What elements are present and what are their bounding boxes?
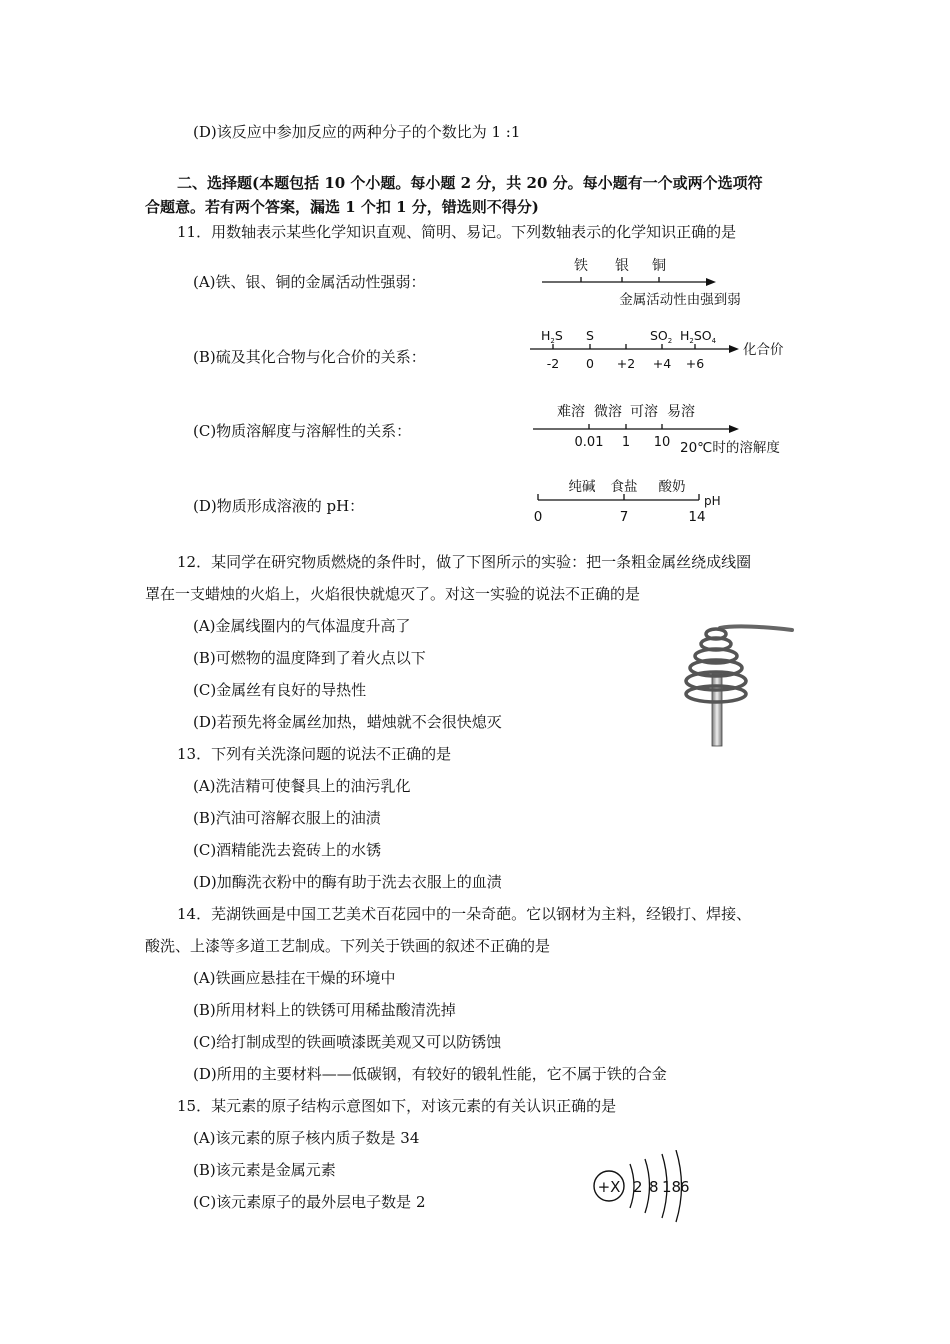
q12-stem-line2: 罩在一支蜡烛的火焰上，火焰很快就熄灭了。对这一实验的说法不正确的是 xyxy=(145,585,641,603)
axis-d-label: 纯碱 xyxy=(568,479,596,495)
axis-b-value: +6 xyxy=(685,356,705,371)
axis-d-caption: pH xyxy=(704,494,721,508)
shell-electrons: 8 xyxy=(649,1178,659,1196)
coil-candle-illustration xyxy=(680,612,800,752)
q15-option-b: (B)该元素是金属元素 xyxy=(193,1161,336,1179)
axis-c-label: 易溶 xyxy=(667,404,695,420)
axis-b-caption: 化合价 xyxy=(743,342,784,358)
shell-electrons: 2 xyxy=(633,1178,643,1196)
axis-b-arrow-icon xyxy=(729,345,739,353)
axis-b-value: -2 xyxy=(546,356,560,371)
section2-heading-line2: 合题意。若有两个答案，漏选 1 个扣 1 分，错选则不得分) xyxy=(145,198,539,216)
axis-c-arrow-icon xyxy=(729,425,739,433)
q14-stem-line1: 14．芜湖铁画是中国工艺美术百花园中的一朵奇葩。它以钢材为主料，经锻打、焊接、 xyxy=(177,905,752,923)
q15-option-c: (C)该元素原子的最外层电子数是 2 xyxy=(193,1193,426,1211)
axis-b-s: S xyxy=(586,328,594,343)
axis-c-value: 10 xyxy=(653,435,671,450)
q13-option-b: (B)汽油可溶解衣服上的油渍 xyxy=(193,809,381,827)
axis-c-value: 1 xyxy=(621,435,631,450)
axis-d-label: 食盐 xyxy=(610,479,638,495)
q14-option-c: (C)给打制成型的铁画喷漆既美观又可以防锈蚀 xyxy=(193,1033,502,1051)
axis-c-label: 难溶 xyxy=(557,404,585,420)
q13-option-d: (D)加酶洗衣粉中的酶有助于洗去衣服上的血渍 xyxy=(193,873,502,891)
axis-d-diagram xyxy=(528,475,738,530)
q11-option-a: (A)铁、银、铜的金属活动性强弱： xyxy=(193,273,426,291)
q12-stem-line1: 12．某同学在研究物质燃烧的条件时，做了下图所示的实验：把一条粗金属丝绕成线圈 xyxy=(177,553,752,571)
axis-a-arrow-icon xyxy=(706,278,716,286)
axis-a-caption: 金属活动性由强到弱 xyxy=(619,292,741,308)
q11-option-d: (D)物质形成溶液的 pH： xyxy=(193,497,365,515)
axis-a-label-silver: 银 xyxy=(615,258,629,274)
axis-a-label-copper: 铜 xyxy=(652,258,666,274)
axis-d-value: 7 xyxy=(619,509,629,525)
q11-option-b: (B)硫及其化合物与化合价的关系： xyxy=(193,348,426,366)
q12-option-b: (B)可燃物的温度降到了着火点以下 xyxy=(193,649,426,667)
q14-option-a: (A)铁画应悬挂在干燥的环境中 xyxy=(193,969,396,987)
atom-structure-diagram xyxy=(588,1150,703,1230)
q13-option-c: (C)酒精能洗去瓷砖上的水锈 xyxy=(193,841,382,859)
shell-electrons: 18 xyxy=(662,1178,682,1196)
q10-option-d: (D)该反应中参加反应的两种分子的个数比为 1 :1 xyxy=(193,123,521,141)
axis-b-value: +4 xyxy=(652,356,672,371)
axis-b-value: 0 xyxy=(586,356,594,371)
nucleus-label: +X xyxy=(597,1178,621,1196)
wire-handle xyxy=(720,626,792,630)
axis-d-value: 0 xyxy=(533,509,543,525)
axis-b-so2: $SO_2$ xyxy=(650,328,673,345)
shell-electrons: 6 xyxy=(680,1178,690,1196)
axis-c-diagram xyxy=(528,398,798,460)
q15-option-a: (A)该元素的原子核内质子数是 34 xyxy=(193,1129,420,1147)
q12-option-c: (C)金属丝有良好的导热性 xyxy=(193,681,367,699)
axis-d-label: 酸奶 xyxy=(658,479,686,495)
q11-stem: 11．用数轴表示某些化学知识直观、简明、易记。下列数轴表示的化学知识正确的是 xyxy=(177,223,737,241)
q14-option-b: (B)所用材料上的铁锈可用稀盐酸清洗掉 xyxy=(193,1001,456,1019)
axis-b-value: +2 xyxy=(616,356,636,371)
q12-option-a: (A)金属线圈内的气体温度升高了 xyxy=(193,617,411,635)
q12-option-d: (D)若预先将金属丝加热，蜡烛就不会很快熄灭 xyxy=(193,713,502,731)
q11-option-c: (C)物质溶解度与溶解性的关系： xyxy=(193,422,412,440)
axis-c-value: 0.01 xyxy=(574,435,604,450)
axis-a-diagram xyxy=(530,252,770,314)
q13-option-a: (A)洗洁精可使餐具上的油污乳化 xyxy=(193,777,411,795)
axis-b-h2s: $H_2S$ xyxy=(541,328,563,345)
axis-d-value: 14 xyxy=(688,509,706,525)
q14-stem-line2: 酸洗、上漆等多道工艺制成。下列关于铁画的叙述不正确的是 xyxy=(145,937,551,955)
section2-heading-line1: 二、选择题(本题包括 10 个小题。每小题 2 分，共 20 分。每小题有一个或两个选项符 xyxy=(177,174,763,192)
axis-c-label: 可溶 xyxy=(630,404,658,420)
axis-c-caption: 20℃时的溶解度 xyxy=(680,440,780,456)
axis-c-label: 微溶 xyxy=(594,404,622,420)
axis-b-diagram xyxy=(525,326,795,378)
metal-coil xyxy=(686,629,746,702)
q13-stem: 13．下列有关洗涤问题的说法不正确的是 xyxy=(177,745,452,763)
q15-stem: 15．某元素的原子结构示意图如下，对该元素的有关认识正确的是 xyxy=(177,1097,617,1115)
q14-option-d: (D)所用的主要材料——低碳钢，有较好的锻轧性能，它不属于铁的合金 xyxy=(193,1065,667,1083)
axis-b-h2so4: $H_2SO_4$ xyxy=(680,328,717,345)
axis-a-label-iron: 铁 xyxy=(574,258,588,274)
